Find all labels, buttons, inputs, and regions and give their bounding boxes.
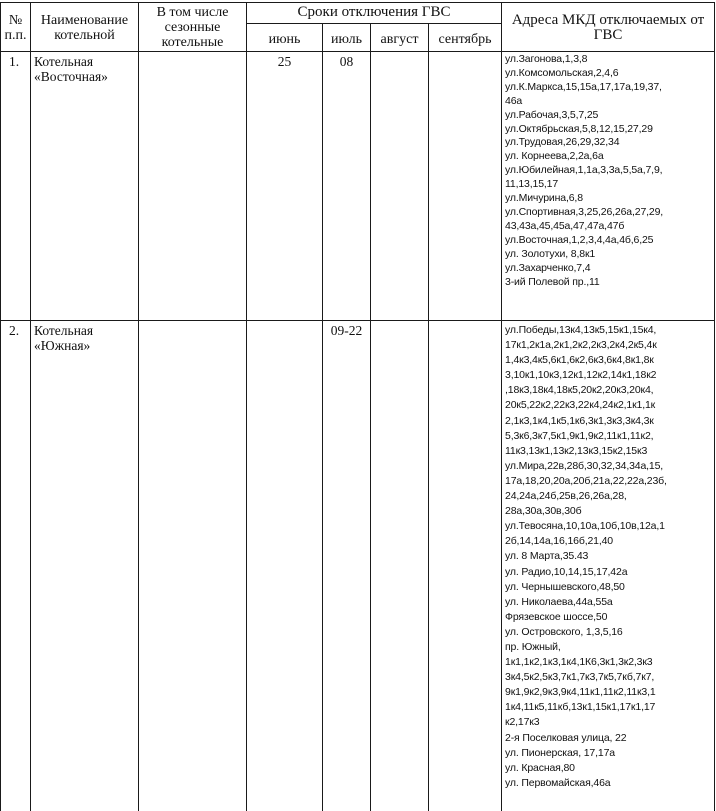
address-line: ул. 8 Марта,35.43 xyxy=(505,550,589,563)
address-line: ул.Восточная,1,2,3,4,4а,4б,6,25 xyxy=(505,233,654,246)
header-period: Сроки отключения ГВС xyxy=(297,4,451,20)
address-line: ул.Юбилейная,1,1а,3,3а,5,5а,7,9, xyxy=(505,164,663,177)
header-num-cell xyxy=(1,13,30,43)
header-seasonal: В том числе сезонные котельные xyxy=(156,5,229,50)
address-line: ,18к3,18к4,18к5,20к2,20к3,20к4, xyxy=(505,384,654,397)
address-line: 9к1,9к2,9к3,9к4,11к1,11к2,11к3,1 xyxy=(505,686,656,699)
address-line: 1к1,1к2,1к3,1к4,1К6,3к1,3к2,3к3 xyxy=(505,656,653,669)
header-num: № xyxy=(8,13,23,28)
address-line: к2,17к3 xyxy=(505,716,540,729)
address-line: 43,43а,45,45а,47,47а,47б xyxy=(505,219,625,232)
address-line: ул.Октябрьская,5,8,12,15,27,29 xyxy=(505,122,653,135)
address-line: ул.Спортивная,3,25,26,26а,27,29, xyxy=(505,205,664,218)
address-line: 3к4,5к2,5к3,7к1,7к3,7к5,7кб,7к7, xyxy=(505,671,655,684)
address-line: 17к1,2к1а,2к1,2к2,2к3,2к4,2к5,4к xyxy=(505,339,657,352)
address-line: 20к5,22к2,22к3,22к4,24к2,1к1,1к xyxy=(505,399,656,412)
address-line: ул. Корнеева,2,2а,6а xyxy=(505,150,604,163)
row-1-june: 25 xyxy=(277,54,292,69)
address-line: ул. Первомайская,46а xyxy=(505,776,611,789)
address-line: 2,1к3,1к4,1к5,1к6,3к1,3к3,3к4,3к xyxy=(505,414,654,427)
address-line: ул. Чернышевского,48,50 xyxy=(505,580,625,593)
address-line: 11,13,15,17 xyxy=(505,178,559,191)
address-line: ул. Островского, 1,3,5,16 xyxy=(505,625,623,638)
row-1-july: 08 xyxy=(339,54,354,69)
address-line: 3,10к1,10к3,12к1,12к2,14к1,18к2 xyxy=(505,369,657,382)
row-2-num: 2. xyxy=(9,323,20,338)
row-1-num: 1. xyxy=(9,54,20,69)
address-line: ул.Мира,22в,28б,30,32,34,34а,15, xyxy=(505,459,664,472)
address-line: ул.Мичурина,6,8 xyxy=(505,192,583,205)
header-month-august: август xyxy=(380,32,419,47)
header-month-june: июнь xyxy=(268,32,301,47)
row-2-name: Котельная «Южная» xyxy=(34,323,94,353)
address-line: 46а xyxy=(505,94,523,107)
address-line: 2-я Поселковая улица, 22 xyxy=(505,731,627,744)
row-1-name: Котельная «Восточная» xyxy=(34,54,108,84)
address-line: ул.Загонова,1,3,8 xyxy=(505,53,588,65)
address-line: ул.Трудовая,26,29,32,34 xyxy=(505,136,620,149)
address-line: 1к4,11к5,11кб,13к1,15к1,17к1,17 xyxy=(505,701,656,714)
address-line: ул. Красная,80 xyxy=(505,761,575,774)
address-line: ул.К.Маркса,15,15а,17,17а,19,37, xyxy=(505,80,662,93)
address-line: ул.Тевосяна,10,10а,10б,10в,12а,1 xyxy=(505,520,665,533)
address-line: пр. Южный, xyxy=(505,640,561,653)
address-line: 1,4к3,4к5,6к1,6к2,6к3,6к4,8к1,8к xyxy=(505,354,654,367)
address-line: 28а,30а,30в,30б xyxy=(505,505,582,518)
row-2-july: 09-22 xyxy=(330,323,363,338)
address-line: ул.Рабочая,3,5,7,25 xyxy=(505,108,599,121)
address-line: Фрязевское шоссе,50 xyxy=(505,610,608,623)
address-line: ул. Золотухи, 8,8к1 xyxy=(505,247,596,260)
address-line: 2б,14,14а,16,16б,21,40 xyxy=(505,535,613,548)
address-line: ул.Захарченко,7,4 xyxy=(505,261,591,274)
header-num-sub: п.п. xyxy=(4,28,27,43)
row-1-addresses xyxy=(505,53,713,289)
address-line: ул. Пионерская, 17,17а xyxy=(505,746,615,759)
row-2-addresses xyxy=(505,323,713,791)
header-month-july: июль xyxy=(331,32,362,47)
address-line: ул.Победы,13к4,13к5,15к1,15к4, xyxy=(505,324,657,336)
address-line: 24,24а,24б,25в,26,26а,28, xyxy=(505,490,627,503)
address-line: 3-ий Полевой пр.,11 xyxy=(505,275,600,288)
address-line: ул.Комсомольская,2,4,6 xyxy=(505,66,619,79)
address-line: ул. Николаева,44а,55а xyxy=(505,595,613,608)
address-line: 5,3к6,3к7,5к1,9к1,9к2,11к1,11к2, xyxy=(505,429,654,442)
address-line: 17а,18,20,20а,20б,21а,22,22а,23б, xyxy=(505,474,667,487)
address-line: ул. Радио,10,14,15,17,42а xyxy=(505,565,628,578)
header-address: Адреса МКД отключаемых от ГВС xyxy=(511,12,705,43)
header-name: Наименование котельной xyxy=(40,13,129,43)
header-month-september: сентябрь xyxy=(438,32,492,47)
address-line: 11к3,13к1,13к2,13к3,15к2,15к3 xyxy=(505,444,648,457)
